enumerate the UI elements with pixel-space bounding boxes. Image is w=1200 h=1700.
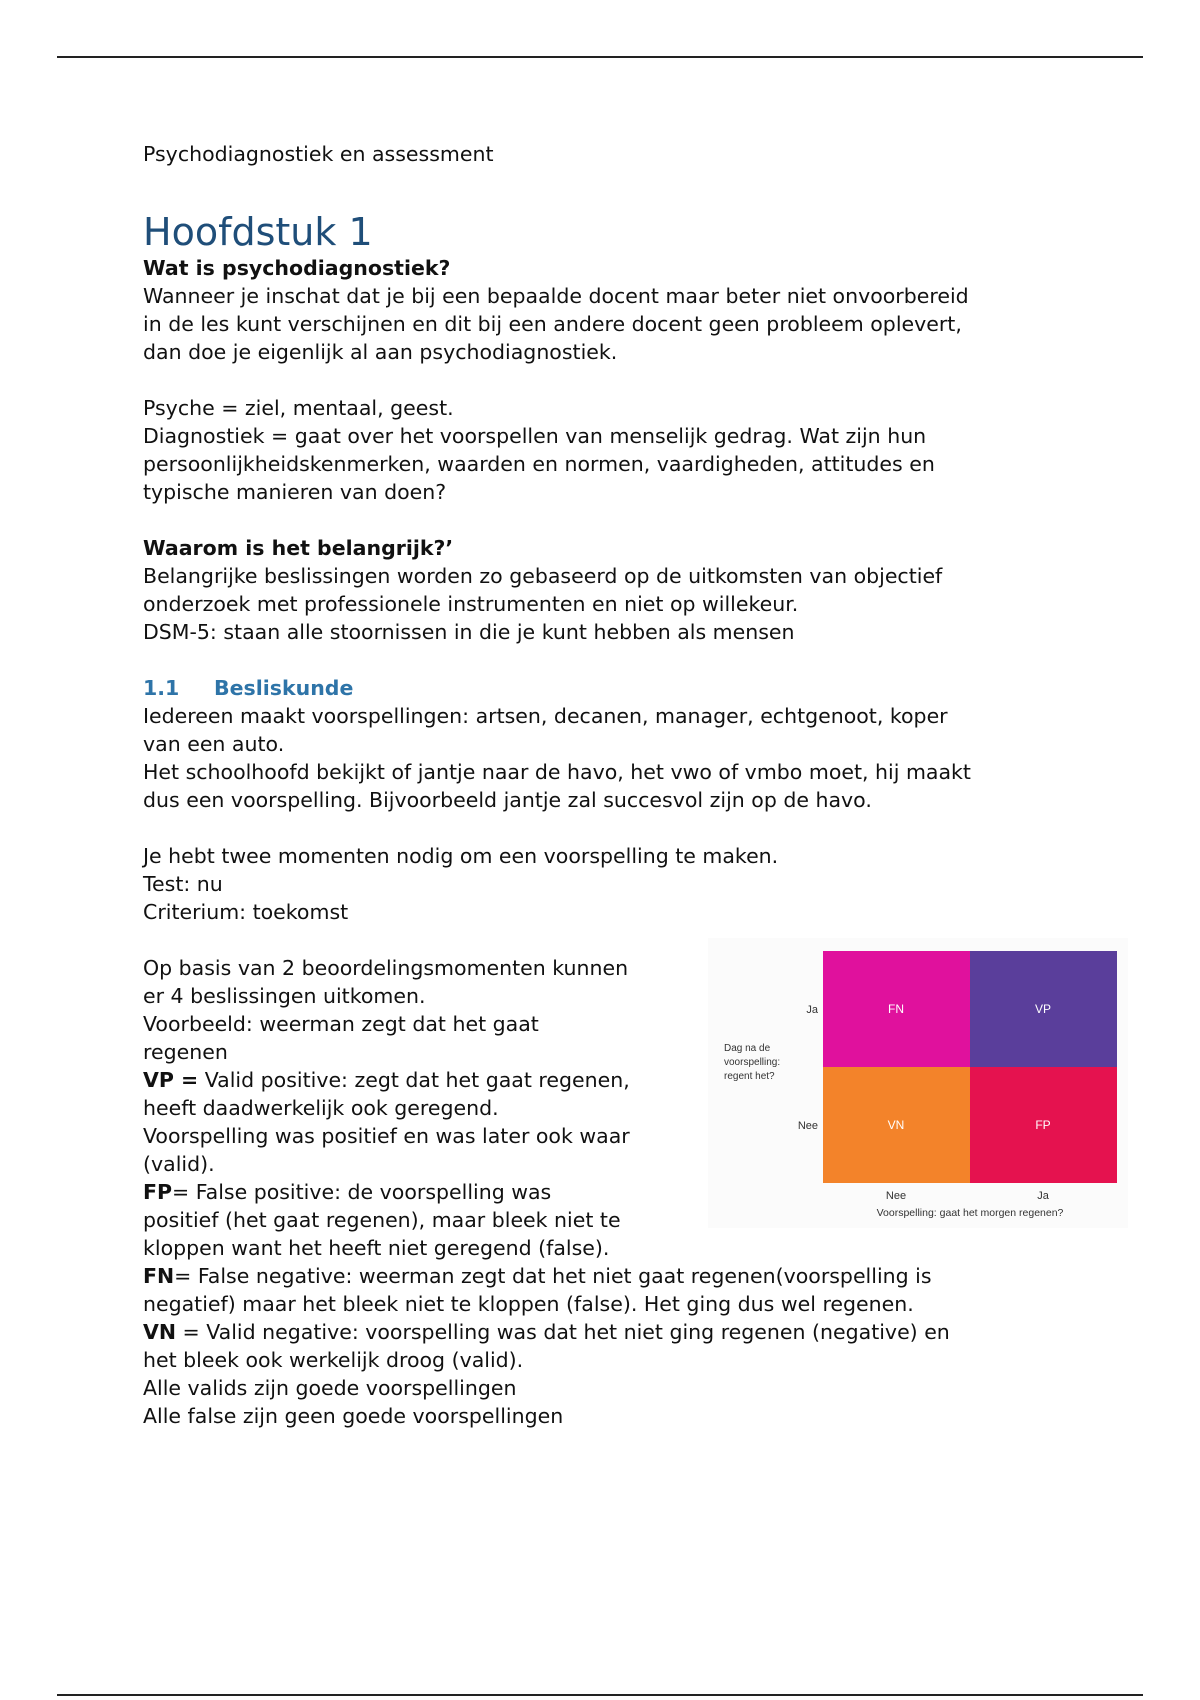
document-body (143, 140, 1063, 1430)
wrap-line: regenen (143, 1040, 228, 1064)
col-label-nee: Nee (885, 1190, 907, 1202)
definition-line: persoonlijkheidskenmerken, waarden en normen, vaardigheden, attitudes en (143, 452, 935, 476)
row-label-nee: Nee (797, 1120, 818, 1132)
vp-line: heeft daadwerkelijk ook geregend. (143, 1096, 499, 1120)
decision-matrix (708, 938, 1128, 1228)
what-line: dan doe je eigenlijk al aan psychodiagnostiek. (143, 340, 618, 364)
cell-vn-label: VN (887, 1118, 905, 1132)
fp-line: kloppen want het heeft niet geregend (false). (143, 1236, 610, 1260)
why-line: DSM-5: staan alle stoornissen in die je kunt hebben als mensen (143, 620, 795, 644)
section-line: Iedereen maakt voorspellingen: artsen, decanen, manager, echtgenoot, koper (143, 704, 948, 728)
fn-line: negatief) maar het bleek niet te kloppen (false). Het ging dus wel regenen. (143, 1292, 914, 1316)
section-line: Het schoolhoofd bekijkt of jantje naar de havo, het vwo of vmbo moet, hij maakt (143, 760, 971, 784)
fn-term: FN (143, 1264, 175, 1288)
cell-fp-label: FP (1035, 1118, 1051, 1132)
section-heading (143, 674, 1063, 702)
decision-block (143, 954, 1063, 1262)
col-label-ja: Ja (1037, 1190, 1049, 1202)
what-line: in de les kunt verschijnen en dit bij een andere docent geen probleem oplevert, (143, 312, 962, 336)
vn-definition: VN = Valid negative: voorspelling was dat het niet ging regenen (negative) en (143, 1320, 950, 1344)
section-line: dus een voorspelling. Bijvoorbeeld jantje zal succesvol zijn op de havo. (143, 788, 872, 812)
document-subtitle: Psychodiagnostiek en assessment (143, 142, 494, 166)
closing-line: Alle valids zijn goede voorspellingen (143, 1376, 517, 1400)
y-question-line: voorspelling: (724, 1057, 781, 1068)
top-rule (57, 56, 1143, 58)
heading-why-important: Waarom is het belangrijk?’ (143, 536, 454, 560)
fn-definition: FN= False negative: weerman zegt dat het niet gaat regenen(voorspelling is (143, 1264, 932, 1288)
vp-line: Voorspelling was positief en was later ook waar (143, 1124, 630, 1148)
fp-definition: FP= False positive: de voorspelling was (143, 1180, 552, 1204)
definition-line: Diagnostiek = gaat over het voorspellen van menselijk gedrag. Wat zijn hun (143, 424, 927, 448)
section-line: Je hebt twee momenten nodig om een voorspelling te maken. (143, 844, 779, 868)
heading-what-is: Wat is psychodiagnostiek? (143, 256, 451, 280)
vn-line: het bleek ook werkelijk droog (valid). (143, 1348, 524, 1372)
decision-matrix-figure (708, 938, 1128, 1228)
decision-text (143, 954, 673, 1262)
cell-fn-label: FN (888, 1002, 904, 1016)
section-title: Besliskunde (214, 676, 354, 700)
vp-definition: VP = Valid positive: zegt dat het gaat regenen, (143, 1068, 630, 1092)
y-question-line: regent het? (724, 1071, 775, 1082)
row-label-ja: Ja (806, 1004, 818, 1016)
fp-line: positief (het gaat regenen), maar bleek niet te (143, 1208, 621, 1232)
section-line: van een auto. (143, 732, 285, 756)
vn-term: VN (143, 1320, 177, 1344)
chapter-title: Hoofdstuk 1 (143, 210, 373, 254)
vp-term: VP = (143, 1068, 199, 1092)
section-number: 1.1 (143, 676, 180, 700)
vp-line: (valid). (143, 1152, 215, 1176)
definition-line: Psyche = ziel, mentaal, geest. (143, 396, 454, 420)
wrap-line: Op basis van 2 beoordelingsmomenten kunnen (143, 956, 629, 980)
why-line: Belangrijke beslissingen worden zo gebaseerd op de uitkomsten van objectief (143, 564, 943, 588)
wrap-line: er 4 beslissingen uitkomen. (143, 984, 426, 1008)
what-line: Wanneer je inschat dat je bij een bepaalde docent maar beter niet onvoorbereid (143, 284, 969, 308)
x-question: Voorspelling: gaat het morgen regenen? (876, 1207, 1064, 1219)
cell-vp-label: VP (1034, 1002, 1052, 1016)
fp-term: FP (143, 1180, 173, 1204)
section-line: Criterium: toekomst (143, 900, 349, 924)
wrap-line: Voorbeeld: weerman zegt dat het gaat (143, 1012, 539, 1036)
closing-line: Alle false zijn geen goede voorspellingen (143, 1404, 564, 1428)
section-line: Test: nu (143, 872, 223, 896)
why-line: onderzoek met professionele instrumenten en niet op willekeur. (143, 592, 799, 616)
y-question-line: Dag na de (724, 1043, 771, 1054)
definition-line: typische manieren van doen? (143, 480, 447, 504)
bottom-rule (57, 1694, 1143, 1696)
